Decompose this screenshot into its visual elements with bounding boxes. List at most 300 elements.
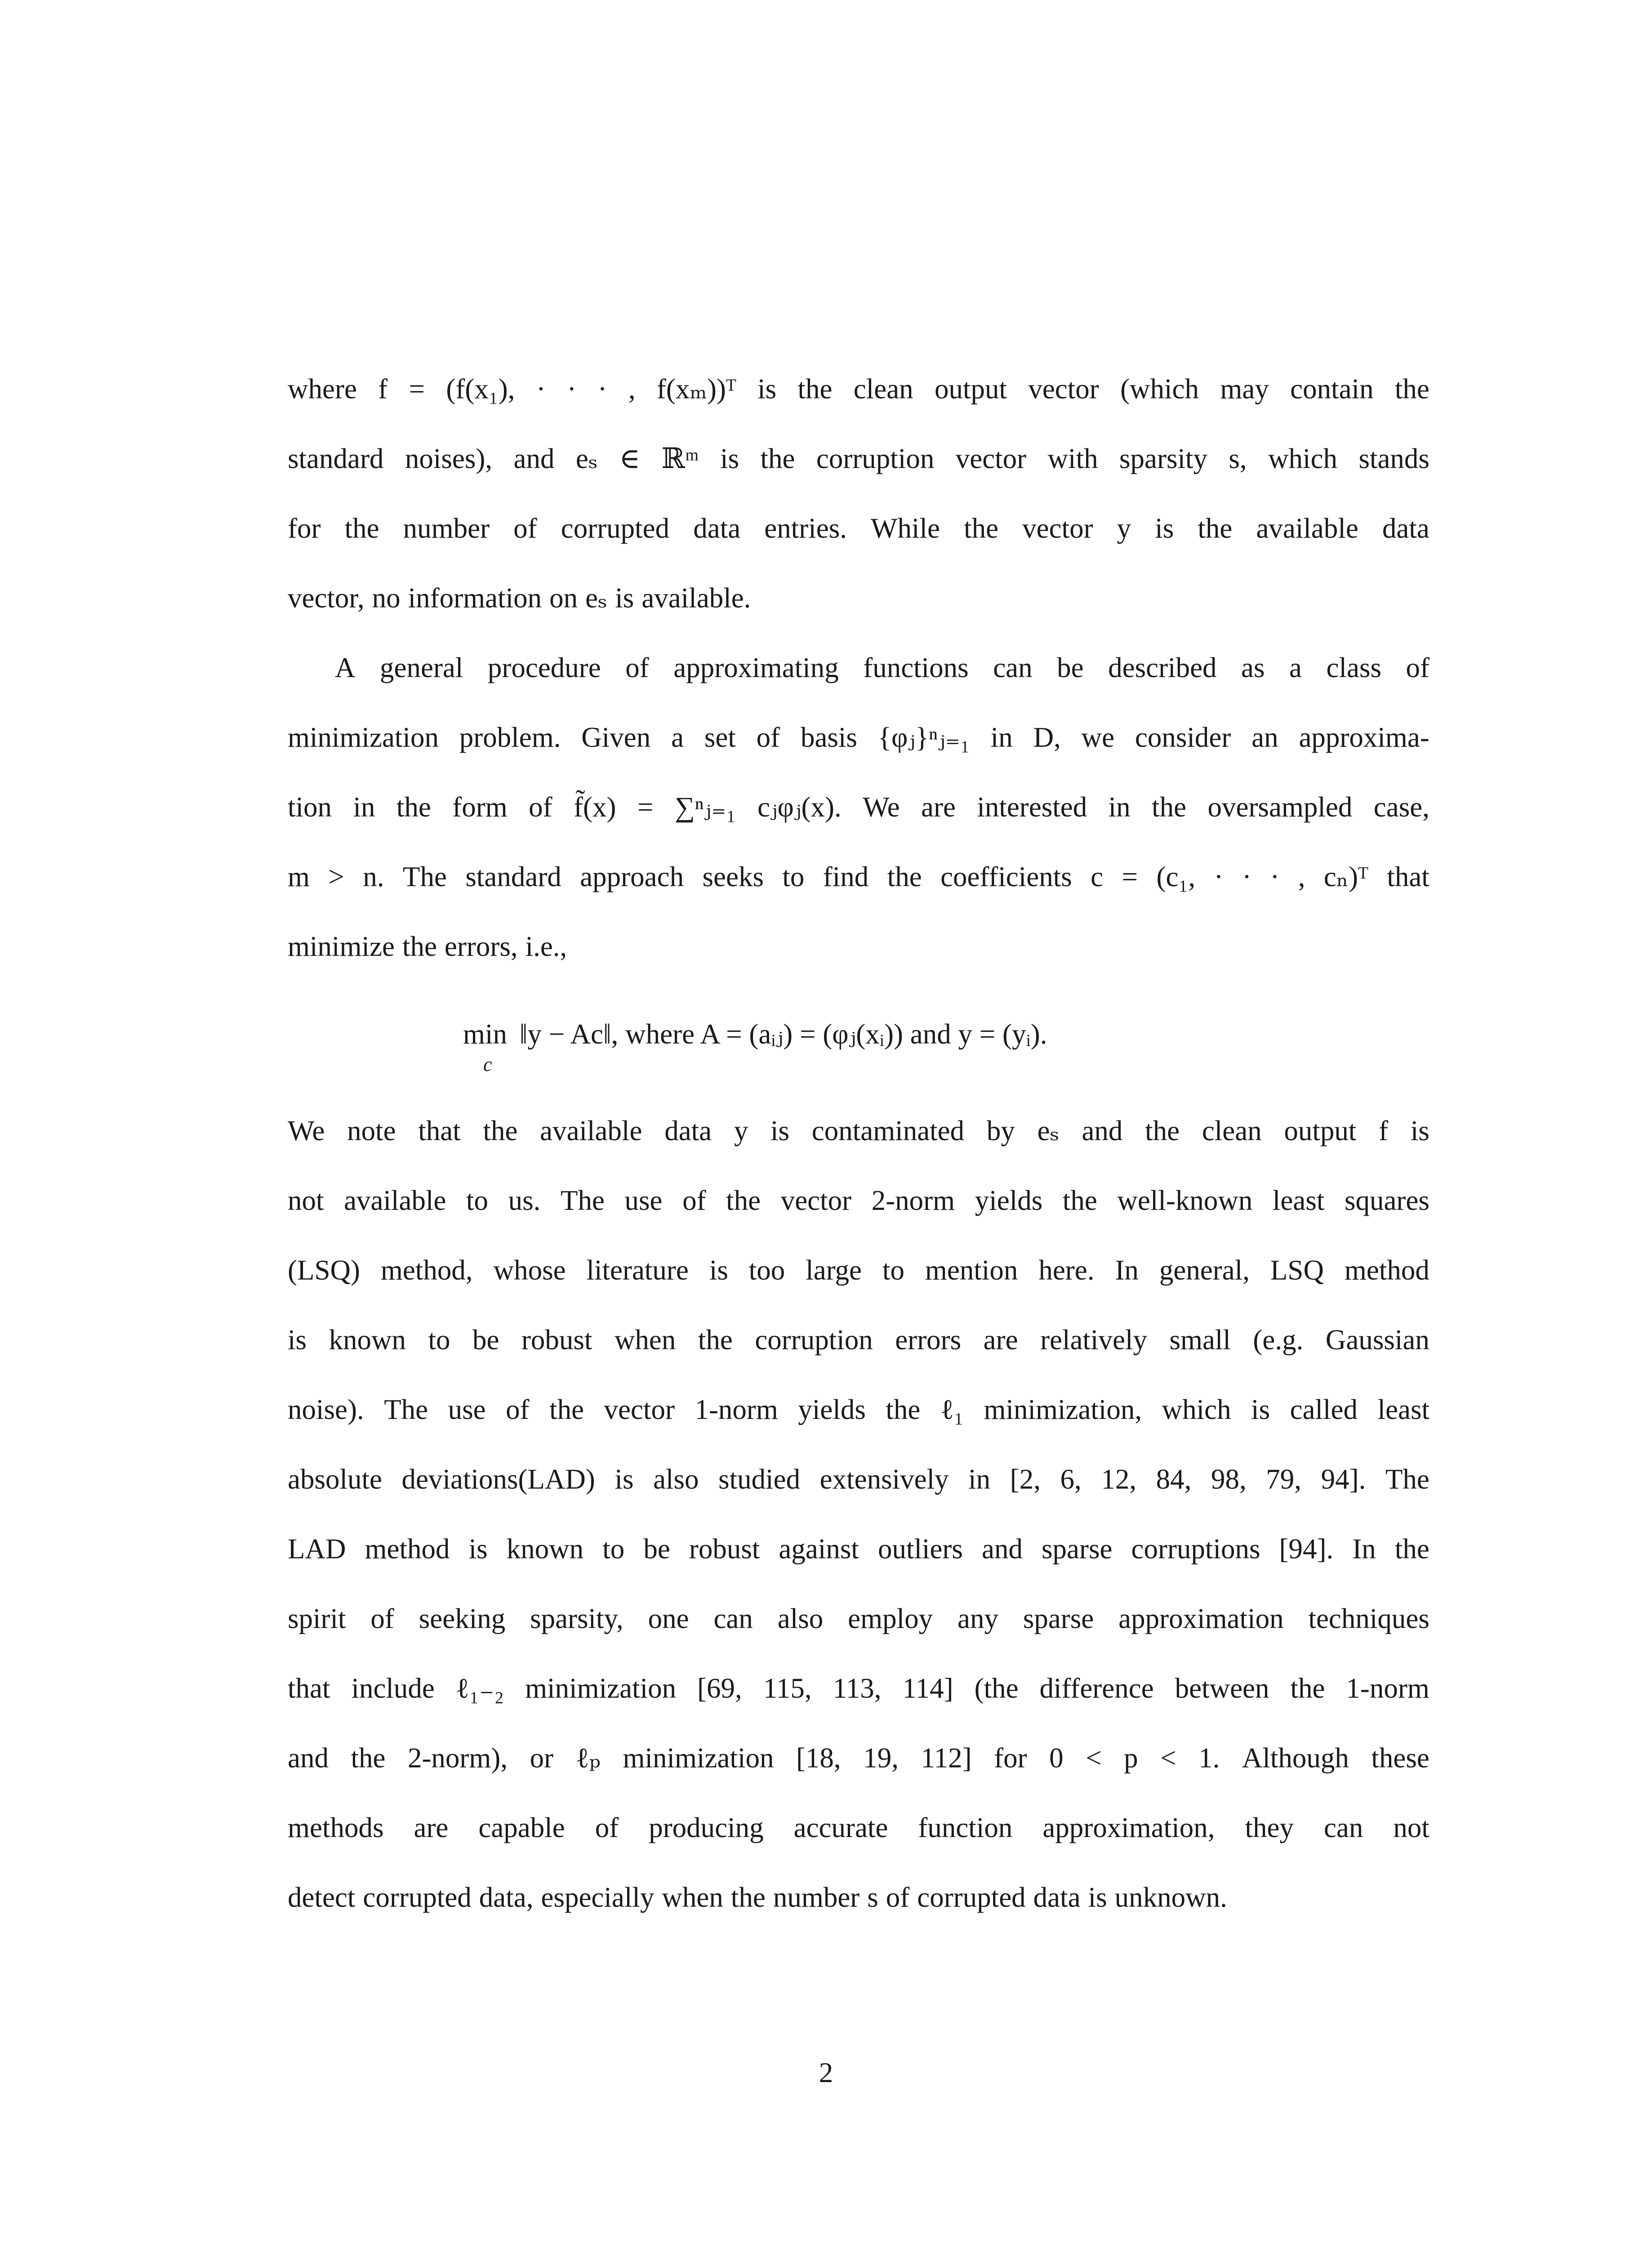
word: data [1382,513,1429,544]
word: 12, [1101,1463,1137,1495]
word: minimization, [984,1394,1142,1425]
word: is [770,1115,790,1146]
word: of [370,1603,394,1634]
word: stands [1358,443,1429,474]
word: s [867,1882,878,1913]
word: < [1086,1742,1102,1774]
word: f(xₘ))ᵀ [656,373,736,405]
word: capable [478,1812,565,1843]
word: ∈ [619,443,641,474]
word: the [1145,1115,1180,1146]
word: · [1270,861,1280,892]
word: relatively [1040,1324,1147,1356]
word: 0 [1049,1742,1064,1774]
word: the [344,513,379,544]
word: between [1175,1673,1269,1704]
word: problem. [459,722,561,753]
word: corruptions [1131,1533,1260,1565]
word: deviations(LAD) [401,1463,595,1495]
word: by [986,1115,1015,1146]
word: be [1057,652,1084,683]
word: number [773,1882,860,1913]
word: one [648,1603,689,1634]
word: is [1088,1882,1107,1913]
word: approxima- [1299,722,1429,753]
word: [18, [796,1742,841,1774]
word: use [448,1394,486,1425]
word: corrupted [561,513,670,544]
word: (f(x₁), [446,373,515,405]
word: the [1394,1533,1429,1565]
word: is [614,1463,634,1495]
word: 84, [1156,1463,1192,1495]
word: 2-norm [871,1185,955,1216]
word: which [1268,443,1338,474]
word: spirit [288,1603,346,1634]
word: A [335,652,356,683]
word: not [288,1185,324,1216]
word: of [529,791,552,823]
word: clean [1202,1115,1262,1146]
word: (which [1120,373,1199,405]
word: oversampled [1207,791,1353,823]
word: well-known [1117,1185,1253,1216]
word: studied [718,1463,801,1495]
word: or [530,1742,554,1774]
word: noise). [288,1394,364,1425]
word: case, [1373,791,1429,823]
word: producing [649,1812,764,1843]
word: in [353,791,375,823]
text-line [288,1387,1429,1432]
word: method, [380,1254,473,1286]
word: D, [1033,722,1061,753]
word: techniques [1308,1603,1429,1634]
text-line [288,1457,1429,1502]
word: is [1410,1115,1429,1146]
word: the [1198,513,1233,544]
text-line [288,715,1429,760]
word: 1-norm [695,1394,778,1425]
word: · [567,373,577,405]
word: the [730,1882,766,1913]
word: the [402,931,437,962]
word: cₙ)ᵀ [1323,861,1368,892]
word: information [408,582,542,614]
word: the [351,1742,386,1774]
word: employ [848,1603,933,1634]
word: While [871,513,940,544]
word: be [472,1324,499,1356]
word: of [756,722,780,753]
word: mention [925,1254,1018,1286]
text-line [288,1735,1429,1780]
word: known [329,1324,406,1356]
word: small [1169,1324,1231,1356]
word: available [344,1185,446,1216]
word: the [698,1324,733,1356]
word: f̃(x) [574,791,616,823]
word: outliers [877,1533,963,1565]
word: the [1152,791,1187,823]
word: Although [1242,1742,1349,1774]
word: The [1385,1463,1429,1495]
word: interested [977,791,1087,823]
word: available. [641,582,751,614]
word: functions [863,652,969,683]
word: corrupted [363,1882,472,1913]
text-line [335,645,1429,690]
word: corruption [755,1324,873,1356]
word: method [365,1533,450,1565]
word: that [1387,861,1429,892]
word: not [1393,1812,1429,1843]
word: class [1326,652,1381,683]
word: errors, [444,931,518,962]
word: the [1394,373,1429,405]
word: In [1352,1533,1376,1565]
word: seeking [419,1603,506,1634]
text-line [288,924,1429,969]
word: available [1256,513,1358,544]
word: and [1082,1115,1123,1146]
word: (the [974,1673,1019,1704]
word: function [918,1812,1013,1843]
word: [2, [1010,1463,1041,1495]
word: called [1290,1394,1358,1425]
word: cⱼφⱼ(x). [757,791,842,823]
word: to [466,1185,489,1216]
word: they [1245,1812,1294,1843]
word: 1-norm [1346,1673,1429,1704]
word: · [536,373,546,405]
word: standard [288,443,384,474]
word: n. [363,861,384,892]
word: (e.g. [1253,1324,1304,1356]
word: f [1379,1115,1389,1146]
word: with [1047,443,1098,474]
word: can [713,1603,753,1634]
word: vector [780,1185,852,1216]
word: minimization [623,1742,774,1774]
word: s, [1229,443,1247,474]
word: is [720,443,739,474]
word: include [351,1673,435,1704]
word: We [288,1115,325,1146]
word: output [1284,1115,1357,1146]
word: to [428,1324,450,1356]
word: available [540,1115,642,1146]
word: too [748,1254,785,1286]
word: in [968,1463,991,1495]
word: minimization [525,1673,677,1704]
word: contaminated [811,1115,965,1146]
word: accurate [793,1812,888,1843]
word: 2-norm), [407,1742,508,1774]
word: The [384,1394,428,1425]
word: 115, [763,1673,812,1704]
word: LSQ [1270,1254,1324,1286]
word: > [328,861,344,892]
word: any [957,1603,998,1634]
word: robust [521,1324,592,1356]
min-label: min [463,1018,508,1050]
word: in [990,722,1013,753]
word: is [1155,513,1174,544]
word: and [288,1742,329,1774]
word: coefficients [940,861,1072,892]
word: (LSQ) [288,1254,360,1286]
word: us. [508,1185,541,1216]
word: data [693,513,741,544]
text-line [288,1666,1429,1711]
word: noises), [405,443,493,474]
word: ℝᵐ [661,443,699,474]
word: when [614,1324,676,1356]
word: data [1033,1882,1081,1913]
word: also [777,1603,824,1634]
word: whose [493,1254,566,1286]
word: are [921,791,956,823]
word: [69, [697,1673,742,1704]
text-line [288,785,1429,830]
word: f [378,373,388,405]
word: = [1122,861,1138,892]
word: ℓ₁ [940,1394,964,1425]
word: of [506,1394,530,1425]
word: least [1377,1394,1429,1425]
word: In [1115,1254,1139,1286]
word: clean [853,373,913,405]
word: sparsity [1119,443,1207,474]
word: is [468,1533,488,1565]
word: yields [975,1185,1043,1216]
word: literature [586,1254,689,1286]
word: general, [1159,1254,1250,1286]
word: is [757,373,777,405]
word: 112] [921,1742,972,1774]
word: use [624,1185,663,1216]
word: ℓ₁₋₂ [455,1673,504,1704]
word: extensively [819,1463,949,1495]
word: standard [465,861,561,892]
text-line [288,854,1429,899]
text-line [288,366,1429,411]
word: general [380,652,463,683]
word: c [1091,861,1104,892]
word: that [418,1115,461,1146]
word: especially [541,1882,655,1913]
word: unknown. [1114,1882,1227,1913]
word: consider [1135,722,1231,753]
word: form [452,791,508,823]
text-line [288,506,1429,551]
word: the [549,1394,584,1425]
word: [94]. [1279,1533,1334,1565]
word: the [886,1394,921,1425]
word: yields [798,1394,866,1425]
word: these [1371,1742,1429,1774]
word: can [993,652,1033,683]
word: for [288,513,321,544]
word: of [1406,652,1429,683]
word: of [595,1812,619,1843]
word: y [1117,513,1131,544]
word: set [704,722,736,753]
word: where [288,373,357,405]
word: basis [800,722,857,753]
text-line [288,1317,1429,1362]
word: y [734,1115,748,1146]
word: robust [689,1533,760,1565]
page-number: 2 [819,2057,833,2088]
word: squares [1344,1185,1429,1216]
word: and [513,443,555,474]
text-line [288,436,1429,481]
word: note [347,1115,396,1146]
word: are [983,1324,1018,1356]
text-line [288,1596,1429,1641]
word: , [1298,861,1305,892]
text-line [288,1805,1429,1850]
word: approximating [673,652,839,683]
word: 98, [1211,1463,1247,1495]
word: vector [604,1394,675,1425]
word: ℓₚ [575,1742,601,1774]
word: is [709,1254,728,1286]
word: in [1108,791,1131,823]
word: large [806,1254,862,1286]
text-line [288,1178,1429,1223]
min-operator [463,1012,512,1075]
word: when [662,1882,723,1913]
word: i.e., [525,931,567,962]
word: vector [955,443,1027,474]
word: are [414,1812,449,1843]
word: The [561,1185,605,1216]
word: of [886,1882,910,1913]
text-line [288,1875,1429,1920]
word: method [1344,1254,1429,1286]
word: detect [288,1882,356,1913]
word: Gaussian [1325,1324,1429,1356]
word: 6, [1060,1463,1082,1495]
word: seeks [702,861,764,892]
equation-body: ‖y − Ac‖, where A = (aᵢⱼ) = (φⱼ(xᵢ)) and y = (yᵢ). [519,1018,1047,1050]
word: may [1220,373,1269,405]
word: , [628,373,636,405]
word: · [1214,861,1224,892]
word: approximation [1118,1603,1284,1634]
word: eₛ [1037,1115,1060,1146]
word: 19, [863,1742,899,1774]
word: · [1242,861,1251,892]
word: tion [288,791,332,823]
word: < [1160,1742,1176,1774]
word: least [1272,1185,1325,1216]
word: eₛ [575,443,598,474]
word: the [887,861,922,892]
word: methods [288,1812,384,1843]
word: difference [1039,1673,1154,1704]
word: we [1081,722,1115,753]
word: number [403,513,490,544]
word: vector, [288,582,365,614]
word: also [653,1463,699,1495]
word: errors [895,1324,962,1356]
word: known [506,1533,584,1565]
word: find [823,861,869,892]
text-line [288,1248,1429,1293]
word: the [396,791,431,823]
word: of [682,1185,706,1216]
word: entries. [764,513,847,544]
word: the [964,513,999,544]
text-line [288,1108,1429,1153]
text-line [288,575,1429,620]
word: We [863,791,900,823]
word: on [549,582,578,614]
word: approach [580,861,684,892]
word: approximation, [1042,1812,1215,1843]
word: minimization [288,722,439,753]
word: no [372,582,401,614]
word: contain [1290,373,1374,405]
min-subscript: c [483,1053,492,1075]
word: 1. [1198,1742,1220,1774]
word: data, [479,1882,534,1913]
word: · [597,373,607,405]
word: the [1062,1185,1097,1216]
word: corrupted [917,1882,1026,1913]
word: the [483,1115,518,1146]
word: absolute [288,1463,382,1495]
word: that [288,1673,330,1704]
word: ∑ⁿⱼ₌₁ [674,791,736,823]
word: an [1251,722,1278,753]
word: sparse [1023,1603,1094,1634]
text-line [288,1526,1429,1571]
word: be [643,1533,670,1565]
word: the [760,443,795,474]
word: p [1124,1742,1138,1774]
word: corruption [816,443,935,474]
word: 79, [1266,1463,1302,1495]
word: of [625,652,649,683]
word: eₛ [585,582,608,614]
word: to [782,861,805,892]
word: the [1290,1673,1325,1704]
word: m [288,861,310,892]
word: (c₁, [1156,861,1196,892]
word: is [1251,1394,1270,1425]
word: {φⱼ}ⁿⱼ₌₁ [877,722,970,753]
word: to [882,1254,904,1286]
word: 94]. [1321,1463,1366,1495]
word: minimize [288,931,395,962]
word: LAD [288,1533,346,1565]
word: to [602,1533,625,1565]
word: The [403,861,447,892]
word: a [671,722,684,753]
word: is [288,1324,307,1356]
word: sparsity, [530,1603,623,1634]
word: can [1323,1812,1363,1843]
display-equation [463,1012,1272,1075]
word: described [1108,652,1217,683]
word: for [994,1742,1027,1774]
word: = [637,791,654,823]
